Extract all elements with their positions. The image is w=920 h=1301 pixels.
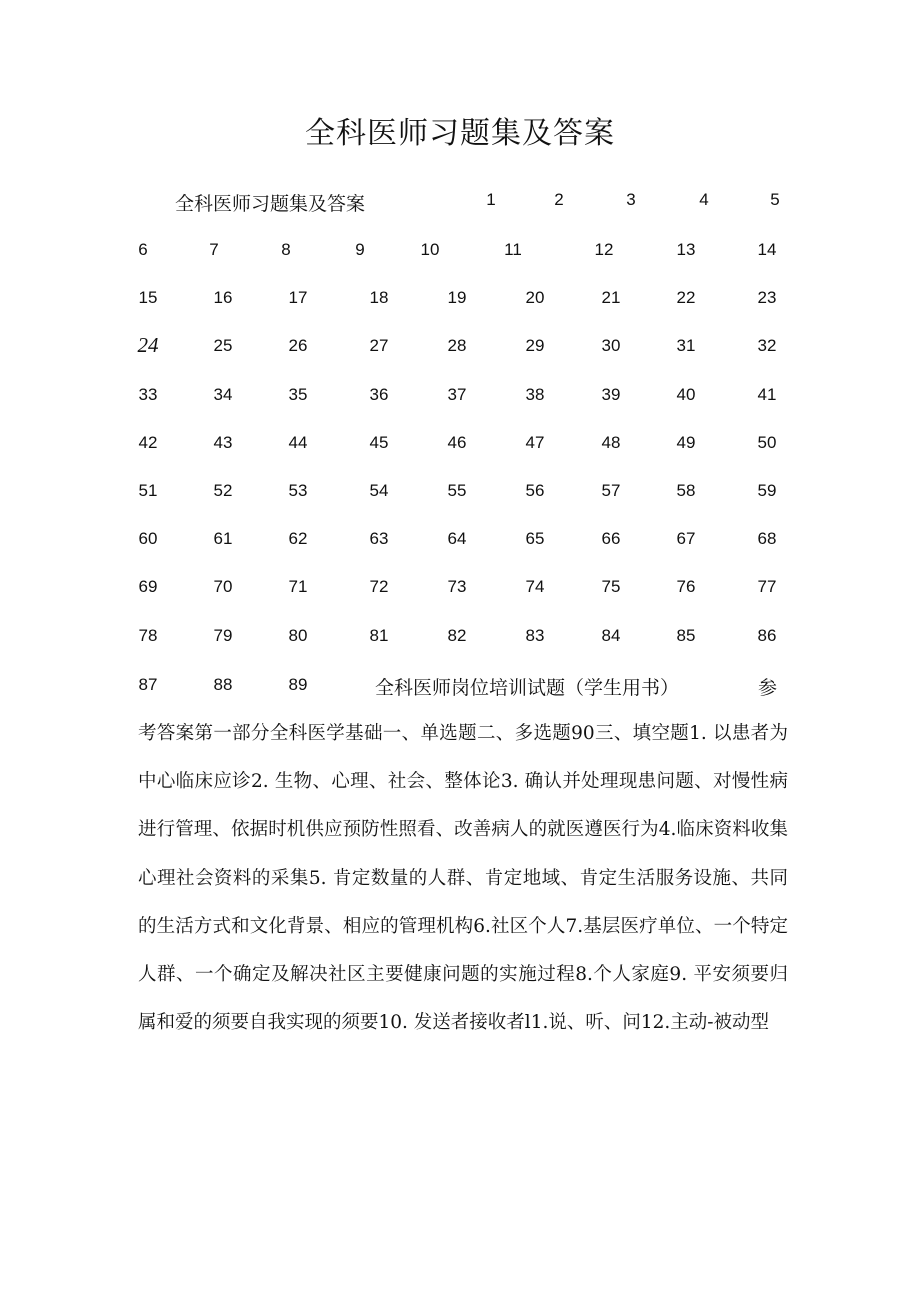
question-number: 37 [447, 384, 467, 404]
question-number: 75 [601, 577, 621, 597]
question-number: 17 [288, 288, 308, 308]
question-number: 87 [138, 675, 158, 694]
question-number: 5 [770, 190, 780, 209]
section-heading: 全科医师岗位培训试题（学生用书） [375, 677, 680, 699]
question-number: 85 [676, 625, 696, 645]
question-number: 46 [447, 432, 467, 452]
document-subtitle: 全科医师习题集及答案 [175, 193, 366, 215]
question-number: 23 [757, 288, 777, 308]
question-number: 52 [213, 481, 233, 500]
question-number: 68 [757, 529, 777, 549]
question-number: 80 [288, 625, 308, 645]
question-number: 47 [525, 432, 545, 452]
question-number: 27 [369, 336, 389, 356]
question-number: 44 [288, 432, 308, 452]
question-number: 63 [369, 529, 389, 549]
question-number: 40 [676, 384, 696, 404]
question-number: 69 [138, 577, 158, 597]
question-number: 33 [138, 384, 158, 404]
question-number: 26 [288, 336, 308, 356]
question-number: 55 [447, 481, 467, 500]
question-number: 8 [281, 240, 291, 259]
question-number: 15 [138, 288, 158, 308]
question-number: 20 [525, 288, 545, 308]
question-number: 16 [213, 288, 233, 308]
question-number: 14 [757, 240, 777, 259]
question-number: 11 [504, 240, 522, 259]
question-number: 35 [288, 384, 308, 404]
question-number: 29 [525, 336, 545, 356]
question-number: 82 [447, 625, 467, 645]
question-number: 70 [213, 577, 233, 597]
question-number: 9 [355, 240, 365, 259]
question-number: 79 [213, 625, 233, 645]
question-number: 2 [554, 190, 564, 209]
question-number: 53 [288, 481, 308, 500]
question-number: 71 [288, 577, 308, 597]
question-number: 89 [288, 675, 308, 694]
question-number: 72 [369, 577, 389, 597]
question-number: 84 [601, 625, 621, 645]
document-title: 全科医师习题集及答案 [305, 116, 615, 151]
question-number: 36 [369, 384, 389, 404]
question-number: 48 [601, 432, 621, 452]
question-number: 74 [525, 577, 545, 597]
question-number: 59 [757, 481, 777, 500]
question-number: 60 [138, 529, 158, 549]
question-number: 34 [213, 384, 233, 404]
question-number: 4 [699, 190, 709, 209]
question-number: 64 [447, 529, 467, 549]
question-number: 57 [601, 481, 621, 500]
question-number: 88 [213, 675, 233, 694]
question-number: 42 [138, 432, 158, 452]
question-number: 66 [601, 529, 621, 549]
question-number: 86 [757, 625, 777, 645]
question-number: 51 [138, 481, 158, 500]
question-number: 31 [676, 336, 696, 356]
question-number: 76 [676, 577, 696, 597]
question-number: 28 [447, 336, 467, 356]
section-heading-tail: 参 [758, 677, 778, 699]
question-number: 3 [626, 190, 636, 209]
question-number: 30 [601, 336, 621, 356]
question-number: 65 [525, 529, 545, 549]
question-number: 61 [213, 529, 233, 549]
question-number: 62 [288, 529, 308, 549]
question-number: 81 [369, 625, 389, 645]
question-number: 58 [676, 481, 696, 500]
question-number: 43 [213, 432, 233, 452]
question-number: 1 [486, 190, 496, 209]
question-number: 22 [676, 288, 696, 308]
question-number: 41 [757, 384, 777, 404]
question-number: 12 [594, 240, 614, 259]
question-number: 50 [757, 432, 777, 452]
question-number: 19 [447, 288, 467, 308]
question-number: 10 [420, 240, 440, 259]
question-number: 73 [447, 577, 467, 597]
question-number: 54 [369, 481, 389, 500]
question-number: 7 [209, 240, 219, 259]
question-number: 38 [525, 384, 545, 404]
question-number: 45 [369, 432, 389, 452]
question-number: 25 [213, 336, 233, 356]
question-number: 83 [525, 625, 545, 645]
question-number: 32 [757, 336, 777, 356]
question-number: 56 [525, 481, 545, 500]
question-number: 21 [601, 288, 621, 308]
question-number: 39 [601, 384, 621, 404]
question-number: 18 [369, 288, 389, 308]
question-number: 77 [757, 577, 777, 597]
question-number: 13 [676, 240, 696, 259]
question-number: 24 [137, 333, 159, 358]
question-number: 67 [676, 529, 696, 549]
question-number: 49 [676, 432, 696, 452]
question-number: 6 [138, 240, 148, 259]
answer-body-text: 考答案第一部分全科医学基础一、单选题二、多选题90三、填空题1. 以患者为中心临床应诊2. 生物、心理、社会、整体论3. 确认并处理现患问题、对慢性病进行管理、依据时机供应预防性照看、改善病人的就医遵医行为4.临床资料收集心理社会资料的采集5. 肯定数量的人群、肯定地域、肯定生活服务设施、共同的生活方式和文化背景、相应的管理机构6.社区个人7.基层医疗单位、一个特定人群、一个确定及解决社区主要健康问题的实施过程8.个人家庭9. 平安须要归属和爱的须要自我实现的须要10. 发送者接收者l1.说、听、问12.主动-被动型 [138, 723, 788, 1034]
question-number: 78 [138, 625, 158, 645]
